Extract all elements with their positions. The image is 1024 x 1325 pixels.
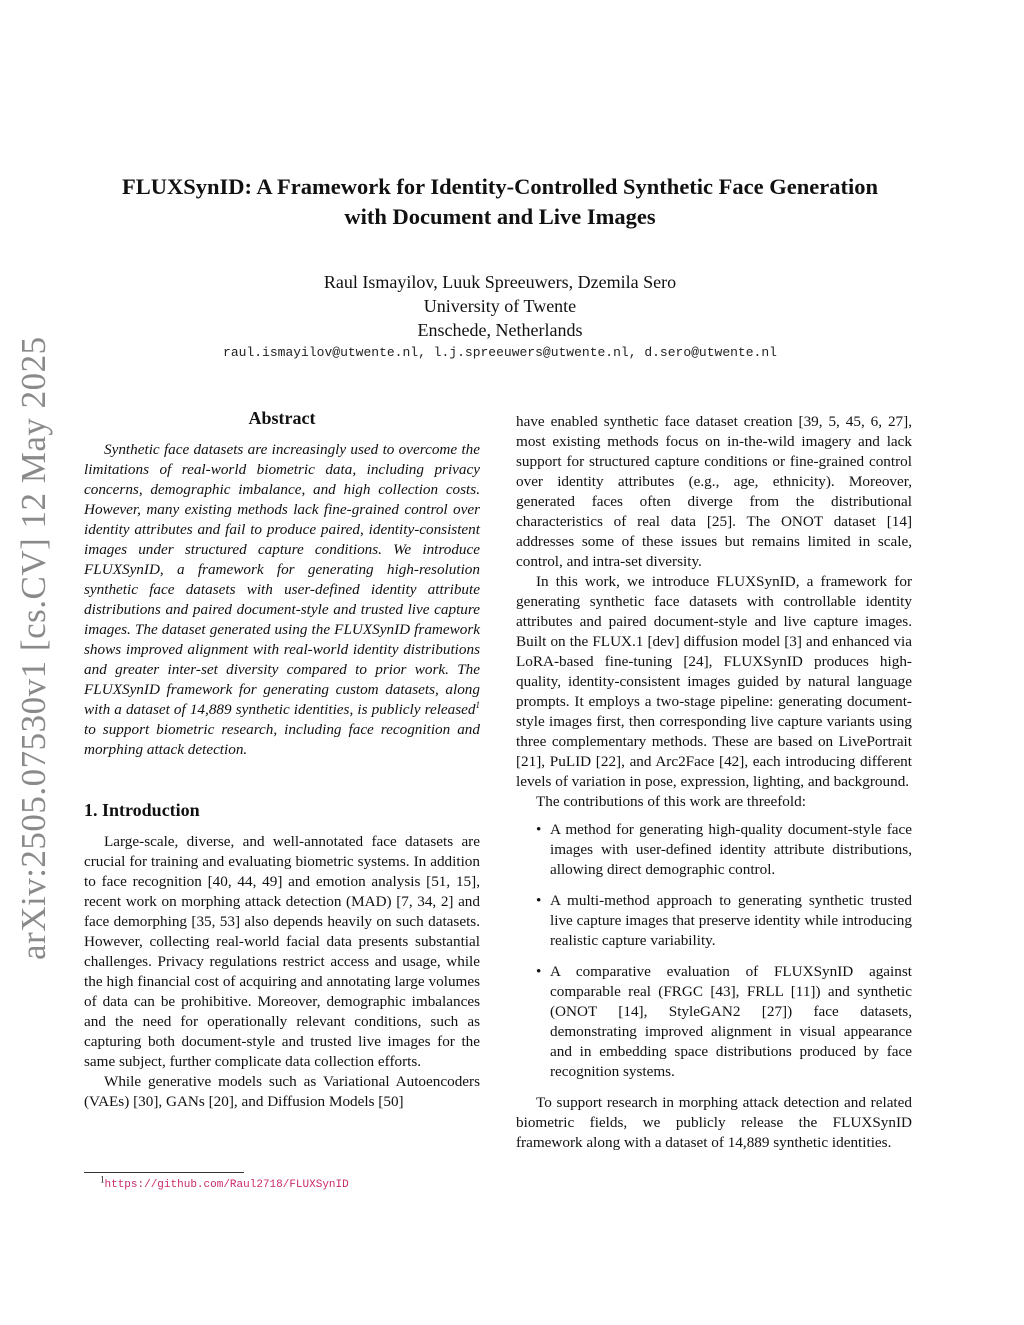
author-names: Raul Ismayilov, Luuk Spreeuwers, Dzemila Sero — [323, 272, 677, 292]
intro-paragraph-4: The contributions of this work are threefold: — [536, 793, 806, 810]
intro-paragraph-2-start: While generative models such as Variational Autoencoders (VAEs) [30], GANs [20], and Diffusion Models [50] — [84, 1073, 480, 1110]
title-line-1: FLUXSynID: A Framework for Identity-Controlled Synthetic Face Generation — [122, 174, 878, 199]
footnote — [100, 1174, 349, 1191]
right-column — [516, 412, 912, 1153]
bullet-glyph: • — [536, 821, 542, 838]
abstract-text-2: to support biometric research, including face recognition and morphing attack detection. — [84, 721, 480, 758]
footnote-link[interactable]: https://github.com/Raul2718/FLUXSynID — [104, 1179, 349, 1191]
contribution-text: A method for generating high-quality document-style face images with user-defined identity attribute distributions, allowing direct demographic control. — [550, 821, 912, 878]
author-block — [100, 270, 900, 342]
intro-paragraph-3: In this work, we introduce FLUXSynID, a framework for generating synthetic face datasets with controllable identity attributes and paired document-style and live capture images. Built on the FLUX.1 [dev] diffusion model [3] and enhanced via LoRA-based fine-tuning [24], FLUXSynID produces high-quality, identity-consistent images guided by natural language prompts. It employs a two-stage pipeline: generating document-style images first, then corresponding live capture variants using three complementary methods. These are based on LivePortrait [21], PuLID [22], and Arc2Face [42], each introducing different levels of variation in pose, expression, lighting, and background. — [516, 573, 912, 790]
location: Enschede, Netherlands — [417, 320, 583, 340]
footnote-number: 1 — [100, 1174, 105, 1185]
abstract-text-1: Synthetic face datasets are increasingly used to overcome the limitations of real-world biometric data, including privacy concerns, demographic imbalance, and high collection costs. However, many existing methods lack fine-grained control over identity attributes and fail to produce paired, identity-consistent images under structured capture conditions. We introduce FLUXSynID, a framework for generating high-resolution synthetic face datasets with user-defined identity attribute distributions and paired document-style and trusted live capture images. The dataset generated using the FLUXSynID framework shows improved alignment with real-world identity distributions and greater inter-set diversity compared to prior work. The FLUXSynID framework for generating custom datasets, along with a dataset of 14,889 synthetic identities, is publicly released — [84, 441, 480, 718]
contribution-text: A multi-method approach to generating synthetic trusted live capture images that preserve identity while introducing realistic capture variability. — [550, 892, 912, 949]
contribution-item — [516, 962, 912, 1082]
abstract-body — [84, 440, 480, 760]
contributions-list — [516, 820, 912, 1082]
contribution-item — [516, 891, 912, 951]
bullet-glyph: • — [536, 963, 542, 980]
intro-paragraph-1: Large-scale, diverse, and well-annotated face datasets are crucial for training and evaluating biometric systems. In addition to face recognition [40, 44, 49] and emotion analysis [51, 15], recent work on morphing attack detection (MAD) [7, 34, 2] and face demorphing [35, 53] also depends heavily on such datasets. However, collecting real-world facial data presents substantial challenges. Privacy regulations restrict access and usage, while the high financial cost of acquiring and annotating large volumes of data can be prohibitive. Moreover, demographic imbalances and the need for operationally relevant conditions, such as capturing both document-style and trusted live images for the same subject, further complicate data collection efforts. — [84, 833, 480, 1070]
affiliation: University of Twente — [423, 296, 577, 316]
contribution-text: A comparative evaluation of FLUXSynID against comparable real (FRGC [43], FRLL [11]) and synthetic (ONOT [14], StyleGAN2 [27]) face datasets, demonstrating improved alignment in visual appearance and in embedding space distributions produced by face recognition systems. — [550, 963, 912, 1080]
bullet-glyph: • — [536, 892, 542, 909]
abstract-heading: Abstract — [248, 408, 316, 428]
author-emails: raul.ismayilov@utwente.nl, l.j.spreeuwers@utwente.nl, d.sero@utwente.nl — [223, 345, 777, 360]
contribution-item — [516, 820, 912, 880]
title-line-2: with Document and Live Images — [344, 204, 656, 229]
footnote-divider — [84, 1172, 244, 1173]
paper-title — [60, 172, 940, 232]
intro-paragraph-5: To support research in morphing attack detection and related biometric fields, we publicly release the FLUXSynID framework along with a dataset of 14,889 synthetic identities. — [516, 1094, 912, 1151]
footnote-marker[interactable]: 1 — [475, 699, 480, 710]
left-column — [84, 408, 480, 1112]
arxiv-stamp: arXiv:2505.07530v1 [cs.CV] 12 May 2025 — [14, 336, 53, 960]
intro-paragraph-2-cont: have enabled synthetic face dataset creation [39, 5, 45, 6, 27], most existing methods focus on in-the-wild imagery and lack support for structured capture conditions or fine-grained control over identity attributes (e.g., age, ethnicity). Moreover, generated faces often diverge from the distributional characteristics of real data [25]. The ONOT dataset [14] addresses some of these issues but remains limited in scale, control, and intra-set diversity. — [516, 413, 912, 570]
introduction-heading: 1. Introduction — [84, 800, 200, 820]
